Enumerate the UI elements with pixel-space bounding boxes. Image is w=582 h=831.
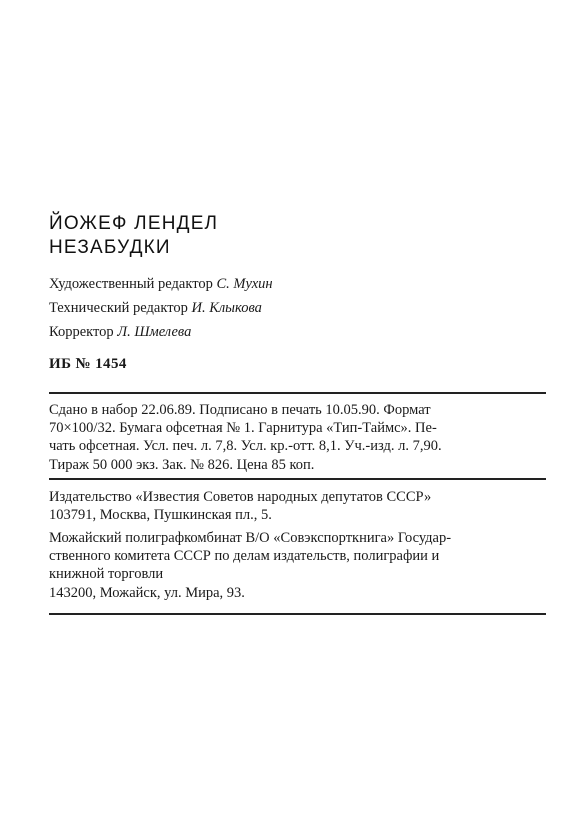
credit-person: С. Мухин: [216, 276, 273, 292]
divider-middle: [49, 478, 546, 480]
print-info-line: Тираж 50 000 экз. Зак. № 826. Цена 85 коп.: [49, 456, 315, 473]
divider-top: [49, 392, 546, 394]
credit-role: Художественный редактор: [49, 276, 217, 292]
author-name: ЙОЖЕФ ЛЕНДЕЛ: [49, 213, 219, 234]
credit-role: Корректор: [49, 324, 118, 340]
title-block: [49, 212, 529, 260]
credit-art-editor: [49, 272, 549, 296]
publisher-address: 103791, Москва, Пушкинская пл., 5.: [49, 507, 272, 524]
book-title: НЕЗАБУДКИ: [49, 237, 171, 258]
printer-line: книжной торговли: [49, 566, 164, 583]
credit-tech-editor: [49, 296, 549, 320]
printer-line: ственного комитета СССР по делам издательств, полиграфии и: [49, 548, 440, 565]
publisher-block: [49, 488, 546, 524]
print-info-line: 70×100/32. Бумага офсетная № 1. Гарнитура «Тип-Таймс». Пе-: [49, 420, 437, 437]
credit-proofreader: [49, 320, 549, 344]
publisher-name: Издательство «Известия Советов народных депутатов СССР»: [49, 489, 432, 505]
print-info-line: чать офсетная. Усл. печ. л. 7,8. Усл. кр.-отт. 8,1. Уч.-изд. л. 7,90.: [49, 438, 442, 455]
print-info-line: Сдано в набор 22.06.89. Подписано в печать 10.05.90. Формат: [49, 402, 431, 418]
divider-bottom: [49, 613, 546, 615]
credit-person: Л. Шмелева: [117, 324, 192, 340]
printer-block: [49, 529, 546, 602]
credit-role: Технический редактор: [49, 300, 192, 316]
ib-number: ИБ № 1454: [49, 356, 127, 372]
credit-person: И. Клыкова: [191, 300, 262, 316]
printer-address: 143200, Можайск, ул. Мира, 93.: [49, 584, 245, 601]
credits-list: [49, 272, 549, 344]
print-info-block: [49, 401, 546, 474]
printer-line: Можайский полиграфкомбинат В/О «Совэкспорткнига» Государ-: [49, 530, 452, 546]
